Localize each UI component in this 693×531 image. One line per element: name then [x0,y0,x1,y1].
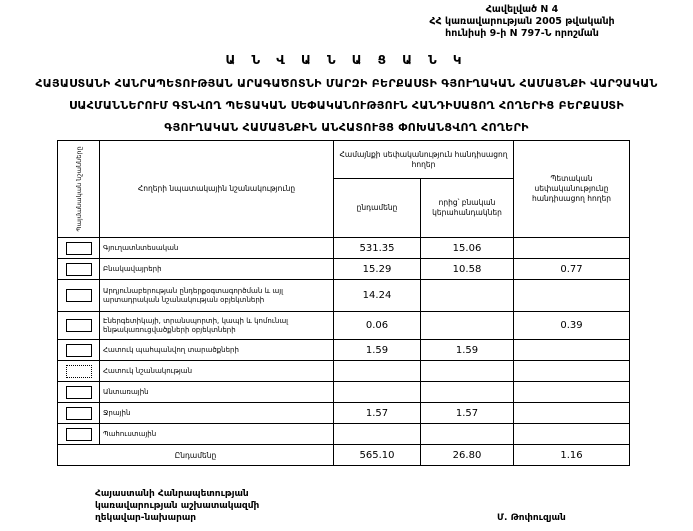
land-category: Հատուկ պահպանվող տարածքների [100,340,334,361]
value-total [334,361,421,382]
legend-cell [58,424,100,445]
signatory-line: Հայաստանի Հանրապետության [95,489,249,499]
value-state: 0.39 [514,312,630,340]
subtitle-line: ՍԱՀՄԱՆՆԵՐՈՒՄ ԳՏՆՎՈՂ ՊԵՏԱԿԱՆ ՍԵՓԱԿԱՆՈՒԹՅՈՒՆ ՀԱՆԴԻՍԱՑՈՂ ՀՈՂԵՐԻՑ ԲԵՐՔԱՍՏԻ [69,99,624,112]
legend-swatch [66,289,92,302]
table-row [58,280,630,312]
value-pastures: 15.06 [421,238,514,259]
header-natural-pastures: որից՝ բնական կերահանդակներ [421,179,514,238]
land-category: Անտառային [100,382,334,403]
value-total [334,424,421,445]
annex-line: Հավելված N 4 [485,4,559,15]
total-label: Ընդամենը [58,445,334,466]
annex-reference [372,4,672,40]
table-row [58,312,630,340]
legend-cell [58,238,100,259]
value-state [514,238,630,259]
value-pastures [421,361,514,382]
legend-cell [58,361,100,382]
total-row [58,445,630,466]
legend-cell [58,280,100,312]
land-category: Ջրային [100,403,334,424]
value-state [514,403,630,424]
table-row [58,238,630,259]
value-pastures: 1.59 [421,340,514,361]
value-pastures [421,424,514,445]
land-category: Գյուղատնտեսական [100,238,334,259]
legend-cell [58,340,100,361]
value-total: 15.29 [334,259,421,280]
value-state [514,280,630,312]
land-category: Պահուստային [100,424,334,445]
table-row [58,340,630,361]
legend-swatch [66,344,92,357]
legend-swatch [66,428,92,441]
header-total: ընդամենը [334,179,421,238]
signatory-name: Մ. Թոփուզյան [497,513,566,523]
table-row [58,382,630,403]
value-pastures: 1.57 [421,403,514,424]
legend-swatch [66,319,92,332]
legend-cell [58,382,100,403]
value-pastures [421,382,514,403]
land-inventory-table [57,140,630,466]
table-row [58,403,630,424]
header-state-land: Պետական սեփականությունը հանդիսացող հողեր [514,141,630,238]
header-land-purpose: Հողերի նպատակային նշանակությունը [100,141,334,238]
total-value: 565.10 [334,445,421,466]
value-state: 0.77 [514,259,630,280]
land-category: Հատուկ նշանակության [100,361,334,382]
land-category: Արդյունաբերության ընդերքօգտագործման և այլ արտադրական նշանակության օբյեկտների [100,280,334,312]
legend-swatch [66,386,92,399]
value-total: 1.57 [334,403,421,424]
document-title: Ա Ն Վ Ա Ն Ա Ց Ա Ն Կ [225,53,468,67]
legend-cell [58,403,100,424]
subtitle-line: ՀԱՅԱՍՏԱՆԻ ՀԱՆՐԱՊԵՏՈՒԹՅԱՆ ԱՐԱԳԱԾՈՏՆԻ ՄԱՐԶԻ ԲԵՐՔԱՍՏԻ ԳՅՈՒՂԱԿԱՆ ՀԱՄԱՅՆՔԻ ՎԱՐՉԱԿԱՆ [35,77,658,90]
header-code [58,141,100,238]
table-row [58,361,630,382]
value-total: 1.59 [334,340,421,361]
land-category: Էներգետիկայի, տրանսպորտի, կապի և կոմունալ ենթակառուցվածքների օբյեկտների [100,312,334,340]
value-state [514,382,630,403]
value-pastures [421,280,514,312]
header-code-label: Պայմանական նշանները [74,146,83,232]
value-state [514,340,630,361]
legend-cell [58,312,100,340]
value-state [514,361,630,382]
legend-swatch [66,263,92,276]
value-total: 14.24 [334,280,421,312]
table-row [58,259,630,280]
value-total: 0.06 [334,312,421,340]
value-total [334,382,421,403]
signatory-title [95,488,259,524]
annex-line: ՀՀ կառավարության 2005 թվականի [429,16,615,27]
value-pastures: 10.58 [421,259,514,280]
annex-line: հունիսի 9-ի N 797-Ն որոշման [445,28,599,39]
value-pastures [421,312,514,340]
table-row [58,424,630,445]
legend-swatch [66,365,92,378]
total-state: 1.16 [514,445,630,466]
signatory-line: կառավարության աշխատակազմի [95,501,260,511]
value-state [514,424,630,445]
subtitle-line: ԳՅՈՒՂԱԿԱՆ ՀԱՄԱՅՆՔԻՆ ԱՆՀԱՏՈՒՅՑ ՓՈԽԱՆՑՎՈՂ ՀՈՂԵՐԻ [164,121,529,134]
legend-swatch [66,407,92,420]
document-subtitle [0,73,693,139]
total-pastures: 26.80 [421,445,514,466]
land-category: Բնակավայրերի [100,259,334,280]
value-total: 531.35 [334,238,421,259]
header-community-land: Համայնքի սեփականություն հանդիսացող հողեր [334,141,514,179]
signatory-line: ղեկավար-նախարար [95,513,197,523]
legend-cell [58,259,100,280]
legend-swatch [66,242,92,255]
